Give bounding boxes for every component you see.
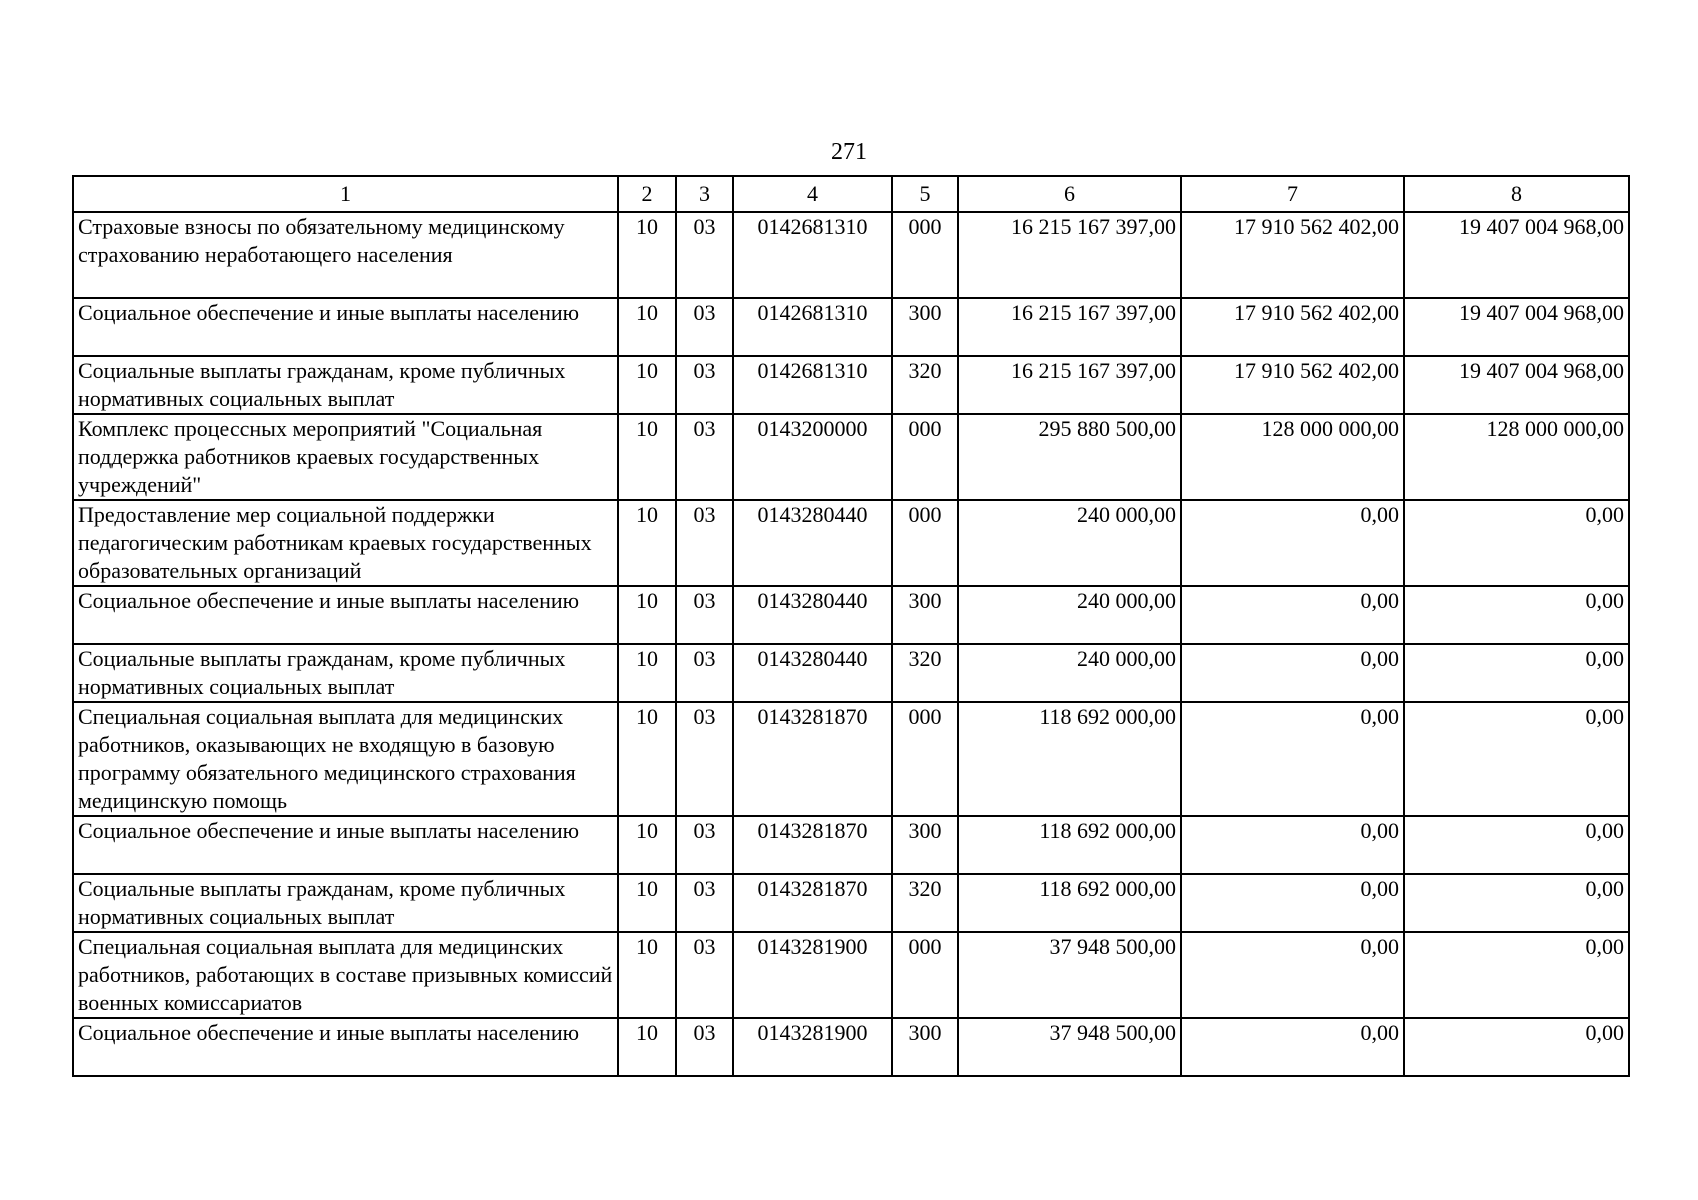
section-code: 10 — [618, 1018, 676, 1076]
amount-col-7: 17 910 562 402,00 — [1181, 212, 1404, 298]
amount-col-6: 37 948 500,00 — [958, 932, 1181, 1018]
expense-type-code: 000 — [892, 932, 958, 1018]
expense-type-code: 000 — [892, 500, 958, 586]
target-article-code: 0143281870 — [733, 874, 892, 932]
amount-col-8: 0,00 — [1404, 874, 1629, 932]
target-article-code: 0143280440 — [733, 644, 892, 702]
section-code: 10 — [618, 932, 676, 1018]
row-name: Специальная социальная выплата для медицинских работников, оказывающих не входящую в базовую программу обязательного медицинского страхования медицинскую помощь — [73, 702, 618, 816]
amount-col-7: 0,00 — [1181, 1018, 1404, 1076]
section-code: 10 — [618, 356, 676, 414]
amount-col-6: 16 215 167 397,00 — [958, 212, 1181, 298]
amount-col-8: 0,00 — [1404, 644, 1629, 702]
expense-type-code: 320 — [892, 644, 958, 702]
amount-col-8: 19 407 004 968,00 — [1404, 298, 1629, 356]
amount-col-6: 118 692 000,00 — [958, 816, 1181, 874]
row-name: Социальное обеспечение и иные выплаты населению — [73, 298, 618, 356]
row-name: Социальное обеспечение и иные выплаты населению — [73, 1018, 618, 1076]
amount-col-6: 16 215 167 397,00 — [958, 356, 1181, 414]
row-name: Социальное обеспечение и иные выплаты населению — [73, 586, 618, 644]
amount-col-7: 0,00 — [1181, 702, 1404, 816]
column-header-8: 8 — [1404, 176, 1629, 212]
section-code: 10 — [618, 586, 676, 644]
amount-col-6: 240 000,00 — [958, 500, 1181, 586]
header-row — [73, 176, 1629, 212]
subsection-code: 03 — [676, 586, 733, 644]
amount-col-8: 0,00 — [1404, 702, 1629, 816]
amount-col-6: 118 692 000,00 — [958, 702, 1181, 816]
subsection-code: 03 — [676, 298, 733, 356]
expense-type-code: 000 — [892, 212, 958, 298]
table-row — [73, 414, 1629, 500]
subsection-code: 03 — [676, 356, 733, 414]
column-header-1: 1 — [73, 176, 618, 212]
amount-col-6: 16 215 167 397,00 — [958, 298, 1181, 356]
amount-col-7: 0,00 — [1181, 644, 1404, 702]
table-row — [73, 874, 1629, 932]
table-row — [73, 932, 1629, 1018]
amount-col-8: 0,00 — [1404, 1018, 1629, 1076]
expense-type-code: 300 — [892, 1018, 958, 1076]
target-article-code: 0143281900 — [733, 1018, 892, 1076]
amount-col-6: 295 880 500,00 — [958, 414, 1181, 500]
row-name: Социальные выплаты гражданам, кроме публичных нормативных социальных выплат — [73, 874, 618, 932]
amount-col-7: 0,00 — [1181, 932, 1404, 1018]
section-code: 10 — [618, 500, 676, 586]
column-header-6: 6 — [958, 176, 1181, 212]
amount-col-8: 0,00 — [1404, 816, 1629, 874]
subsection-code: 03 — [676, 414, 733, 500]
subsection-code: 03 — [676, 932, 733, 1018]
expense-type-code: 300 — [892, 586, 958, 644]
amount-col-6: 118 692 000,00 — [958, 874, 1181, 932]
amount-col-8: 19 407 004 968,00 — [1404, 212, 1629, 298]
column-header-5: 5 — [892, 176, 958, 212]
target-article-code: 0143280440 — [733, 586, 892, 644]
target-article-code: 0143280440 — [733, 500, 892, 586]
target-article-code: 0143281900 — [733, 932, 892, 1018]
row-name: Социальные выплаты гражданам, кроме публичных нормативных социальных выплат — [73, 644, 618, 702]
amount-col-8: 0,00 — [1404, 586, 1629, 644]
table-row — [73, 1018, 1629, 1076]
amount-col-7: 17 910 562 402,00 — [1181, 298, 1404, 356]
subsection-code: 03 — [676, 644, 733, 702]
subsection-code: 03 — [676, 500, 733, 586]
amount-col-8: 19 407 004 968,00 — [1404, 356, 1629, 414]
target-article-code: 0143281870 — [733, 816, 892, 874]
row-name: Предоставление мер социальной поддержки педагогическим работникам краевых государственных образовательных организаций — [73, 500, 618, 586]
table-row — [73, 816, 1629, 874]
subsection-code: 03 — [676, 874, 733, 932]
target-article-code: 0143200000 — [733, 414, 892, 500]
expense-type-code: 320 — [892, 874, 958, 932]
amount-col-6: 240 000,00 — [958, 644, 1181, 702]
table-row — [73, 586, 1629, 644]
section-code: 10 — [618, 874, 676, 932]
amount-col-6: 37 948 500,00 — [958, 1018, 1181, 1076]
target-article-code: 0143281870 — [733, 702, 892, 816]
section-code: 10 — [618, 414, 676, 500]
column-header-4: 4 — [733, 176, 892, 212]
table-row — [73, 212, 1629, 298]
section-code: 10 — [618, 212, 676, 298]
subsection-code: 03 — [676, 212, 733, 298]
amount-col-6: 240 000,00 — [958, 586, 1181, 644]
budget-table — [72, 175, 1630, 1077]
row-name: Специальная социальная выплата для медицинских работников, работающих в составе призывных комиссий военных комиссариатов — [73, 932, 618, 1018]
section-code: 10 — [618, 816, 676, 874]
table-row — [73, 298, 1629, 356]
subsection-code: 03 — [676, 1018, 733, 1076]
amount-col-7: 0,00 — [1181, 816, 1404, 874]
table-row — [73, 356, 1629, 414]
row-name: Социальные выплаты гражданам, кроме публичных нормативных социальных выплат — [73, 356, 618, 414]
amount-col-7: 0,00 — [1181, 500, 1404, 586]
amount-col-7: 0,00 — [1181, 874, 1404, 932]
target-article-code: 0142681310 — [733, 298, 892, 356]
amount-col-7: 0,00 — [1181, 586, 1404, 644]
column-header-2: 2 — [618, 176, 676, 212]
subsection-code: 03 — [676, 816, 733, 874]
table-row — [73, 500, 1629, 586]
expense-type-code: 320 — [892, 356, 958, 414]
amount-col-7: 17 910 562 402,00 — [1181, 356, 1404, 414]
subsection-code: 03 — [676, 702, 733, 816]
amount-col-8: 0,00 — [1404, 932, 1629, 1018]
section-code: 10 — [618, 702, 676, 816]
expense-type-code: 000 — [892, 414, 958, 500]
row-name: Страховые взносы по обязательному медицинскому страхованию неработающего населения — [73, 212, 618, 298]
amount-col-7: 128 000 000,00 — [1181, 414, 1404, 500]
target-article-code: 0142681310 — [733, 356, 892, 414]
table-row — [73, 702, 1629, 816]
page-number: 271 — [831, 139, 867, 165]
amount-col-8: 128 000 000,00 — [1404, 414, 1629, 500]
row-name: Комплекс процессных мероприятий "Социальная поддержка работников краевых государственных учреждений" — [73, 414, 618, 500]
amount-col-8: 0,00 — [1404, 500, 1629, 586]
expense-type-code: 300 — [892, 816, 958, 874]
expense-type-code: 000 — [892, 702, 958, 816]
expense-type-code: 300 — [892, 298, 958, 356]
column-header-3: 3 — [676, 176, 733, 212]
section-code: 10 — [618, 298, 676, 356]
table-row — [73, 644, 1629, 702]
section-code: 10 — [618, 644, 676, 702]
column-header-7: 7 — [1181, 176, 1404, 212]
row-name: Социальное обеспечение и иные выплаты населению — [73, 816, 618, 874]
target-article-code: 0142681310 — [733, 212, 892, 298]
table-body — [73, 212, 1629, 1076]
